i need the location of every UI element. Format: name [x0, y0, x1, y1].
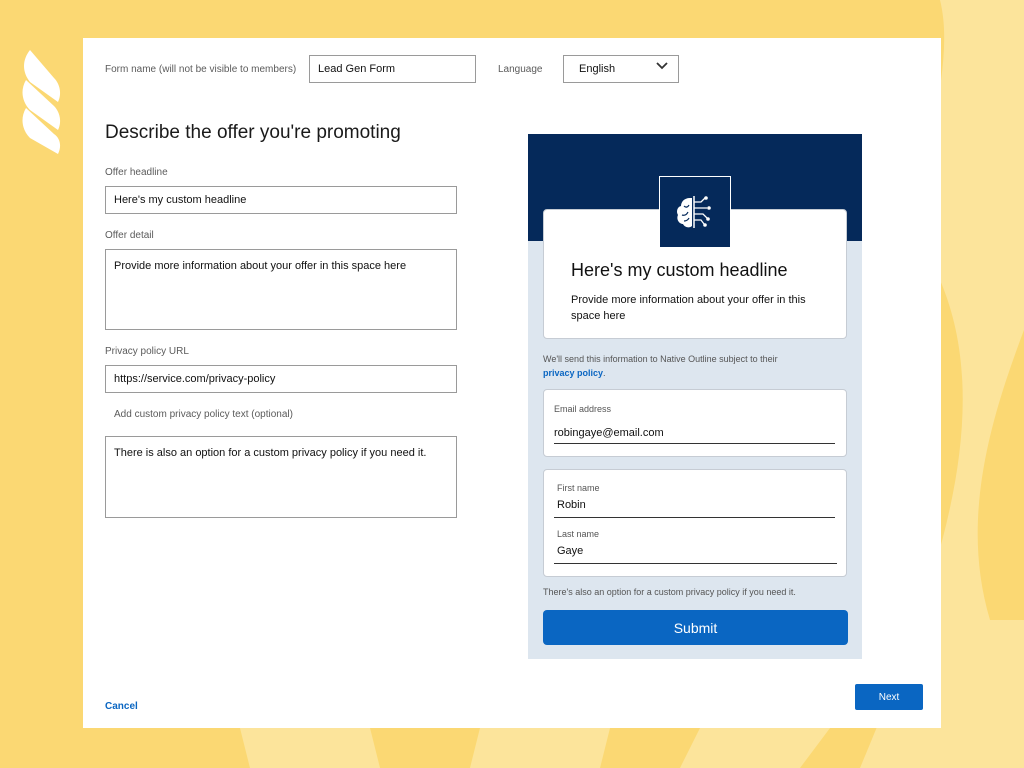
preview-first-name-underline	[554, 517, 835, 518]
preview-first-name-field[interactable]: Robin	[557, 499, 586, 511]
preview-privacy-notice: We'll send this information to Native Outline subject to their privacy policy.	[543, 354, 778, 378]
preview-headline: Here's my custom headline	[571, 260, 788, 280]
cancel-link[interactable]: Cancel	[105, 701, 138, 712]
preview-notice-text: We'll send this information to Native Outline subject to their	[543, 354, 778, 364]
brain-circuit-icon	[673, 192, 717, 232]
offer-detail-textarea[interactable]: Provide more information about your offer in this space here	[105, 249, 457, 330]
privacy-url-input[interactable]: https://service.com/privacy-policy	[105, 365, 457, 393]
next-button[interactable]: Next	[855, 684, 923, 710]
preview-last-name-field[interactable]: Gaye	[557, 545, 584, 557]
language-select[interactable]	[563, 55, 679, 83]
language-label: Language	[498, 64, 543, 75]
preview-detail: Provide more information about your offer in this space here	[571, 294, 806, 322]
preview-email-box	[543, 389, 847, 457]
preview-email-underline	[554, 443, 835, 444]
preview-custom-privacy-text: There's also an option for a custom privacy policy if you need it.	[543, 587, 796, 597]
offer-headline-label: Offer headline	[105, 167, 168, 178]
form-builder-card	[83, 38, 941, 728]
preview-submit-button[interactable]: Submit	[543, 610, 848, 645]
preview-first-name-label: First name	[557, 483, 600, 493]
section-title: Describe the offer you're promoting	[105, 122, 401, 143]
stripes-logo-icon	[20, 50, 64, 154]
form-preview	[528, 134, 862, 659]
form-name-input[interactable]: Lead Gen Form	[309, 55, 476, 83]
preview-privacy-link[interactable]: privacy policy	[543, 368, 604, 378]
preview-logo-box	[659, 176, 731, 248]
custom-privacy-textarea[interactable]: There is also an option for a custom privacy policy if you need it.	[105, 436, 457, 518]
offer-headline-input[interactable]: Here's my custom headline	[105, 186, 457, 214]
offer-detail-label: Offer detail	[105, 230, 154, 241]
preview-name-box	[543, 469, 847, 577]
preview-last-name-underline	[554, 563, 837, 564]
privacy-url-label: Privacy policy URL	[105, 346, 189, 357]
chevron-down-icon	[656, 62, 668, 70]
preview-email-label: Email address	[554, 404, 612, 414]
preview-email-field[interactable]: robingaye@email.com	[554, 427, 664, 439]
custom-privacy-label: Add custom privacy policy text (optional)	[114, 409, 293, 420]
form-name-label: Form name (will not be visible to members)	[105, 64, 297, 75]
preview-last-name-label: Last name	[557, 529, 600, 539]
language-value: English	[579, 63, 616, 75]
